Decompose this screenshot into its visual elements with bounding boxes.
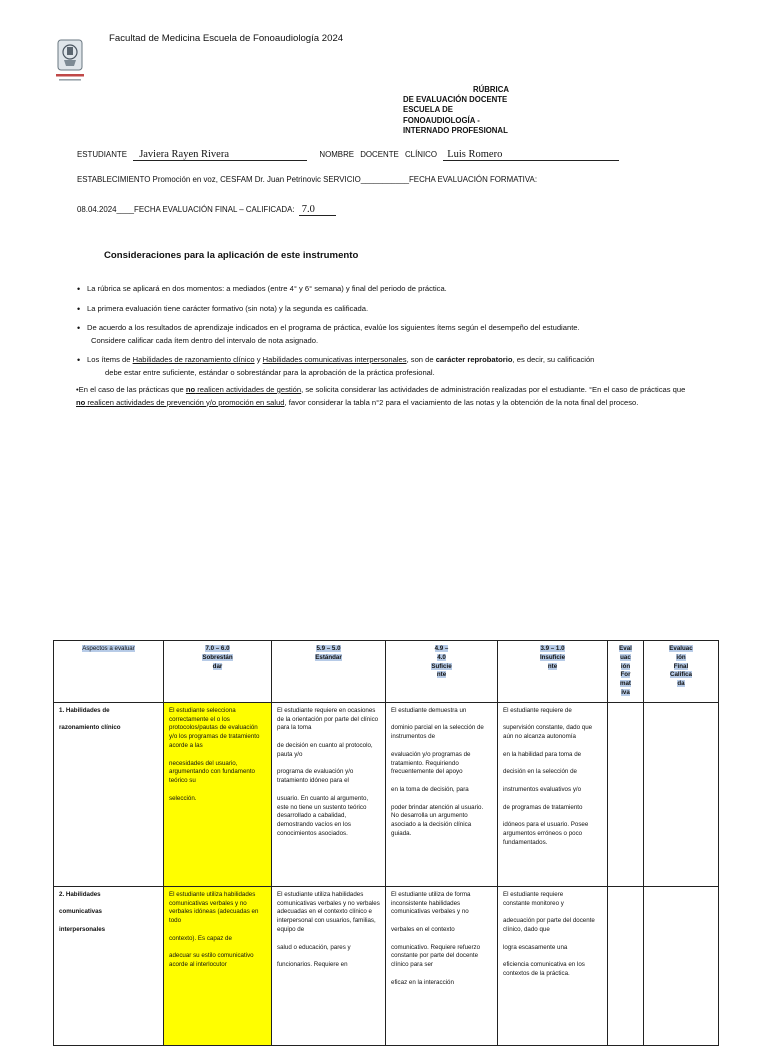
- rubric-title-line: FONOAUDIOLOGÍA -: [403, 115, 480, 125]
- establishment-row: ESTABLECIMIENTO Promoción en voz, CESFAM Dr. Juan Petrinovic SERVICIO___________FECHA EVALUACIÓN FORMATIVA:: [77, 175, 538, 184]
- list-item-text: debe estar entre suficiente, estándar o sobrestándar para la aprobación de la práctica profesional.: [105, 367, 435, 377]
- student-name-field[interactable]: Javiera Rayen Rivera: [133, 149, 307, 161]
- formative-grade-cell[interactable]: [608, 702, 644, 886]
- dates-row: [77, 204, 336, 216]
- table-header-row: [54, 641, 719, 703]
- header-estandar: 5.9 – 5.0 Estándar: [272, 641, 386, 703]
- student-label: ESTUDIANTE: [77, 150, 127, 159]
- rubric-title: [403, 85, 509, 136]
- header-formative: Eval uac ión For mat iva: [608, 641, 644, 703]
- list-item-text: La primera evaluación tiene carácter formativo (sin nota) y la segunda es calificada.: [87, 303, 369, 313]
- paragraph-text: En el caso de las prácticas que no realicen actividades de gestión, se solicita considerar las actividades de administración realizadas por el estudiante. °En el caso de prácticas que no realicen actividades de prevención y/o promoción en salud, favor considerar la tabla n°2 para el vaciamiento de las notas y la obtención de la nota final del proceso.: [76, 385, 686, 407]
- considerations-title: Consideraciones para la aplicación de este instrumento: [104, 250, 359, 261]
- header-aspects: Aspectos a evaluar: [54, 641, 164, 703]
- list-item: [77, 303, 689, 316]
- table-row: [54, 886, 719, 1045]
- list-item-text: Considere calificar cada ítem dentro del intervalo de nota asignado.: [91, 335, 319, 345]
- teacher-name-field[interactable]: Luis Romero: [443, 149, 619, 161]
- insuficiente-cell: El estudiante requiere de supervisión constante, dado que aún no alcanza autonomía en la habilidad para toma de decisión en la selección de instrumentos evaluativos y/o de programas de tratamiento idóneos para el usuario. Posee argumentos erróneos o poco fundamentados.: [498, 702, 608, 886]
- list-item-text: La rúbrica se aplicará en dos momentos: a mediados (entre 4° y 6° semana) y final del periodo de práctica.: [87, 284, 447, 293]
- list-item-text: • De acuerdo a los resultados de aprendizaje indicados en el programa de práctica, evalúe los siguientes ítems según el desempeño del estudiante.: [87, 323, 580, 332]
- faculty-heading: Facultad de Medicina Escuela de Fonoaudiología 2024: [109, 33, 344, 44]
- sobrestandar-cell: El estudiante selecciona correctamente el o los protocolos/pautas de evaluación y/o los programas de tratamiento acorde a las necesidades del usuario, argumentando con fundamento teórico su selección.: [164, 702, 272, 886]
- formative-grade-cell[interactable]: [608, 886, 644, 1045]
- sobrestandar-cell: El estudiante utiliza habilidades comunicativas verbales y no verbales idóneas (adecuadas en todo contexto). Es capaz de adecuar su estilo comunicativo acorde al interlocutor: [164, 886, 272, 1045]
- header-final: Evaluac ión Final Califica da: [644, 641, 719, 703]
- rubric-title-line: RÚBRICA: [473, 85, 509, 94]
- teacher-label: NOMBRE DOCENTE CLÍNICO: [319, 150, 437, 159]
- list-item: [77, 322, 689, 347]
- header-insuficiente: 3.9 – 1.0 Insuficie nte: [498, 641, 608, 703]
- suficiente-cell: El estudiante utiliza de forma inconsistente habilidades comunicativas verbales y no verbales en el contexto comunicativo. Requiere refuerzo constante por parte del docente clínico para ser eficaz en la interacción: [386, 886, 498, 1045]
- estandar-cell: El estudiante utiliza habilidades comunicativas verbales y no verbales adecuadas en el contexto clínico e interpersonal con usuarios, familias, equipo de salud o educación, pares y funcionarios. Requiere en: [272, 886, 386, 1045]
- rubric-title-line: ESCUELA DE: [403, 105, 453, 115]
- header-sobrestandar: 7.0 – 6.0 Sobrestán dar: [164, 641, 272, 703]
- table-row: [54, 702, 719, 886]
- aspect-cell: 1. Habilidades de razonamiento clínico: [54, 702, 164, 886]
- rubric-title-line: DE EVALUACIÓN DOCENTE: [403, 95, 508, 105]
- rubric-table: [53, 640, 719, 1046]
- student-teacher-row: [77, 149, 619, 161]
- list-item: [77, 354, 689, 379]
- final-grade-field[interactable]: 7.0: [299, 204, 336, 216]
- header-suficiente: 4.9 – 4.0 Suficie nte: [386, 641, 498, 703]
- list-item: [77, 283, 689, 296]
- final-grade-cell[interactable]: [644, 886, 719, 1045]
- list-item-text: • Los ítems de Habilidades de razonamiento clínico y Habilidades comunicativas interpersonales, son de carácter reprobatorio, es decir, su calificación: [87, 355, 595, 364]
- list-item: •En el caso de las prácticas que no realicen actividades de gestión, se solicita considerar las actividades de administración realizadas por el estudiante. °En el caso de prácticas que no realicen actividades de prevención y/o promoción en salud, favor considerar la tabla n°2 para el vaciamiento de las notas y la obtención de la nota final del proceso.: [76, 385, 686, 407]
- aspect-cell: 2. Habilidades comunicativas interpersonales: [54, 886, 164, 1045]
- dates-label: 08.04.2024____FECHA EVALUACIÓN FINAL – CALIFICADA:: [77, 205, 295, 214]
- insuficiente-cell: El estudiante requiere constante monitoreo y adecuación por parte del docente clínico, dado que logra escasamente una eficiencia comunicativa en los contextos de la práctica.: [498, 886, 608, 1045]
- suficiente-cell: El estudiante demuestra un dominio parcial en la selección de instrumentos de evaluación y/o programas de tratamiento. Requiriendo frecuentemente del apoyo en la toma de decisión, para poder brindar atención al usuario. No desarrolla un argumento asociado a la decisión clínica guiada.: [386, 702, 498, 886]
- estandar-cell: El estudiante requiere en ocasiones de la orientación por parte del clínico para la toma de decisión en cuanto al protocolo, pauta y/o programa de evaluación y/o tratamiento idóneo para el usuario. En cuanto al argumento, este no tiene un sustento teórico desarrollado a cabalidad, demostrando vacíos en los conocimientos asociados.: [272, 702, 386, 886]
- final-grade-cell[interactable]: [644, 702, 719, 886]
- rubric-title-line: INTERNADO PROFESIONAL: [403, 125, 508, 135]
- considerations-list: [77, 283, 689, 409]
- university-seal-icon: [52, 38, 88, 88]
